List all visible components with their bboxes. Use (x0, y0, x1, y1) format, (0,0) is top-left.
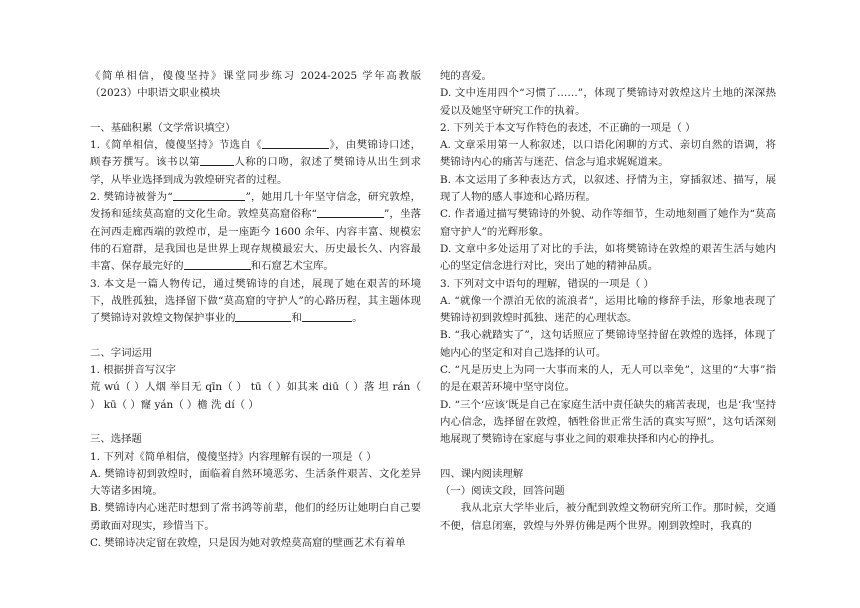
text-run: B. “我心就踏实了”，这句话照应了樊锦诗坚持留在敦煌的选择，体现了她内心的坚定和对自己选择的认可。 (440, 329, 776, 359)
paragraph (90, 68, 421, 103)
paragraph (440, 500, 776, 535)
paragraph (440, 362, 776, 397)
paragraph (90, 120, 421, 137)
text-run: B. 本文运用了多种表达方式，以叙述、抒情为主，穿插叙述、描写，展现了人物的感人事迹和心路历程。 (440, 173, 776, 204)
fill-in-blank[interactable] (317, 206, 384, 218)
fill-in-blank[interactable] (235, 310, 291, 322)
text-run: 》，由樊锦诗口述，顾春芳撰写。该书以第 (90, 139, 421, 169)
text-run: 2. 樊锦诗被誉为“ (90, 191, 173, 204)
text-run: 纯的喜爱。 (440, 70, 492, 82)
text-run: 三、选择题 (90, 433, 142, 446)
text-run: D. 文中连用四个“习惯了……”，体现了樊锦诗对敦煌这片土地的深深热爱以及她坚守研究工作的执着。 (440, 87, 776, 117)
spacer (90, 103, 421, 120)
text-run: A. 文章采用第一人称叙述，以口语化闲聊的方式、亲切自然的语调，将樊锦诗内心的痛苦与迷茫、信念与追求娓娓道来。 (440, 139, 776, 169)
paragraph (440, 466, 776, 483)
paragraph (90, 379, 421, 414)
text-run: A. “就像一个漂泊无依的流浪者”，运用比喻的修辞手法，形象地表现了樊锦诗初到敦煌时孤独、迷茫的心理状态。 (440, 294, 776, 325)
text-run: 一、基础积累（文学常识填空） (90, 121, 236, 134)
text-run: D. 文章中多处运用了对比的手法，如将樊锦诗在敦煌的艰苦生活与她内心的坚定信念进行对比，突出了她的精神品质。 (440, 242, 776, 273)
paragraph (440, 483, 776, 500)
left-column (90, 68, 421, 552)
text-run: 2. 下列关于本文写作特色的表述，不正确的一项是（ ） (440, 121, 696, 134)
paragraph (90, 362, 421, 379)
paragraph (440, 120, 776, 137)
spacer (90, 414, 421, 431)
fill-in-blank[interactable] (200, 154, 234, 166)
paragraph (440, 137, 776, 172)
text-run: 1. 根据拼音写汉字 (90, 364, 176, 377)
text-run: （一）阅读文段，回答问题 (440, 485, 565, 498)
text-run: 。 (352, 312, 363, 325)
text-run: 四、课内阅读理解 (440, 467, 524, 480)
paragraph (90, 276, 421, 328)
fill-in-blank[interactable] (173, 189, 246, 201)
paragraph (90, 137, 421, 189)
paragraph (440, 293, 776, 328)
paragraph (90, 466, 421, 501)
spacer (90, 327, 421, 344)
paragraph (440, 327, 776, 362)
text-run: A. 樊锦诗初到敦煌时，面临着自然环境恶劣、生活条件艰苦、文化差异大等诸多困境。 (90, 467, 421, 498)
text-run: B. 樊锦诗内心迷茫时想到了常书鸿等前辈，他们的经历让她明白自己要勇敢面对现实，珍惜当下。 (90, 502, 421, 532)
right-column (440, 68, 776, 535)
paragraph (90, 535, 421, 552)
paragraph (90, 189, 421, 275)
text-run: 二、字词运用 (90, 346, 153, 359)
text-run: 1. 下列对《简单相信，傻傻坚持》内容理解有误的一项是（ ） (90, 450, 377, 463)
text-run: 和 (291, 312, 302, 325)
paragraph (440, 241, 776, 276)
fill-in-blank[interactable] (184, 258, 251, 270)
paragraph (440, 68, 776, 85)
text-run: ”，坐落在河西走廊西端的敦煌市，是一座距今 1600 余年、内容丰富、规模宏伟的石窟群，是我国也是世界上现存规模最宏大、历史最长久、内容最丰富、保存最完好的 (90, 208, 422, 273)
paragraph (90, 345, 421, 362)
paragraph (90, 431, 421, 448)
text-run: C. 樊锦诗决定留在敦煌，只是因为她对敦煌莫高窟的壁画艺术有着单 (90, 537, 406, 550)
paragraph (440, 276, 776, 293)
text-run: ”，她用几十年坚守信念，研究敦煌，发扬和延续莫高窟的文化生命。敦煌莫高窟俗称“ (90, 191, 422, 221)
fill-in-blank[interactable] (302, 310, 352, 322)
paragraph (440, 172, 776, 207)
paragraph (440, 85, 776, 120)
text-run: D. “三个‘应该’既是自己在家庭生活中责任缺失的痛苦表现，也是‘我’坚持内心信念，选择留在敦煌，牺牲俗世正常生活的真实写照”，这句话深刻地展现了樊锦诗在家庭与事业之间的艰难抉择和内心的挣扎。 (440, 398, 776, 446)
paragraph (440, 206, 776, 241)
text-run: 3. 下列对文中语句的理解，错误的一项是（ ） (440, 277, 654, 290)
text-run: 我从北京大学毕业后，被分配到敦煌文物研究所工作。那时候，交通不便，信息闭塞，敦煌与外界仿佛是两个世界。刚到敦煌时，我真的 (440, 502, 776, 532)
paragraph (90, 449, 421, 466)
text-run: 《简单相信，傻傻坚持》课堂同步练习 2024-2025 学年高教版（2023）中职语文职业模块 (90, 70, 421, 100)
text-run: C. 作者通过描写樊锦诗的外貌、动作等细节，生动地刻画了她作为“莫高窟守护人”的光辉形象。 (440, 208, 776, 238)
text-run: 1.《简单相信，傻傻坚持》节选自《 (90, 139, 262, 152)
text-run: C. “凡是历史上为同一大事而来的人，无人可以幸免”，这里的“大事”指的是在艰苦环境中坚守岗位。 (440, 364, 776, 394)
text-run: 荒 wú（ ）人烟 举目无 qīn（ ） tū（ ）如其来 diū（ ）落 坦 rán（ ） kū（ ）窿 yán（ ）檐 洗 dí（ ） (90, 381, 421, 411)
text-run: 人称的口吻，叙述了樊锦诗从出生到求学，从毕业选择到成为敦煌研究者的过程。 (90, 156, 422, 186)
paragraph (440, 397, 776, 449)
text-run: 3. 本文是一篇人物传记，通过樊锦诗的自述，展现了她在艰苦的环境下，战胜孤独，选择留下做“莫高窟的守护人”的心路历程，其主题体现了樊锦诗对敦煌文物保护事业的 (90, 277, 421, 325)
fill-in-blank[interactable] (262, 137, 329, 149)
text-run: 和石窟艺术宝库。 (250, 260, 334, 273)
spacer (440, 449, 776, 466)
paragraph (90, 500, 421, 535)
